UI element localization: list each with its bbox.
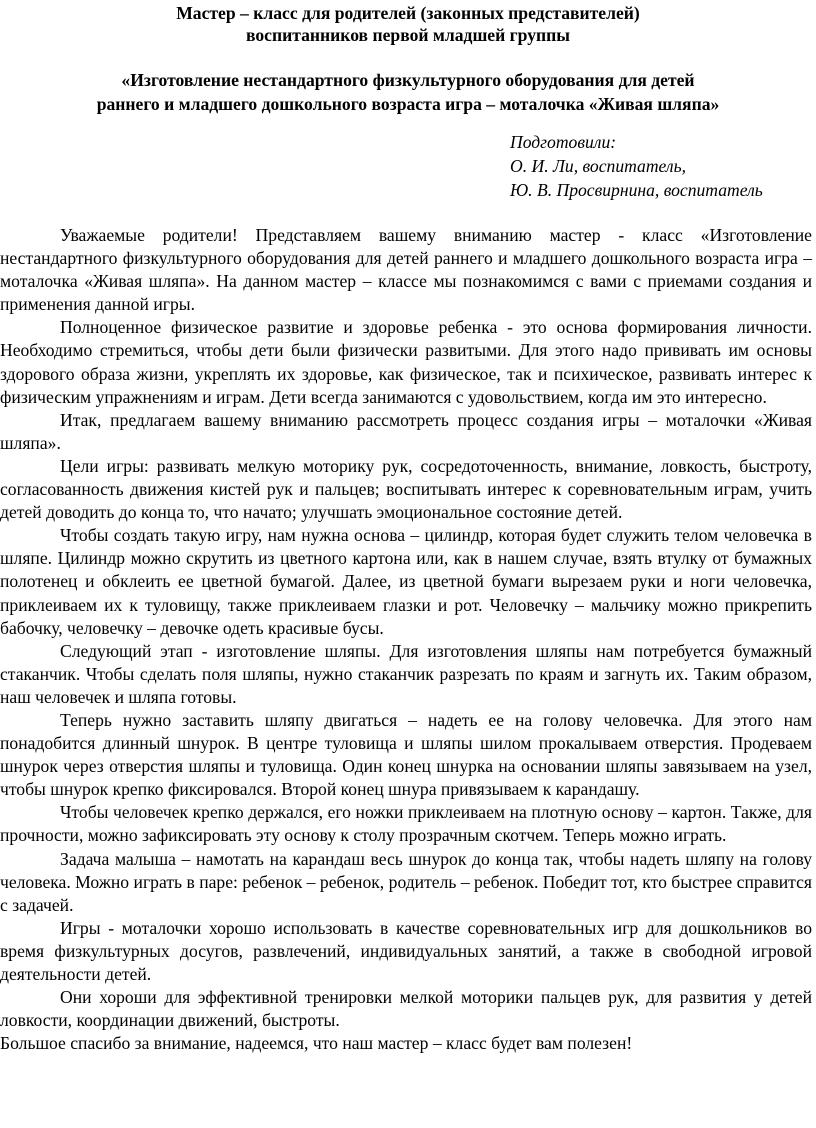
paragraph-intro: Уважаемые родители! Представляем вашему вниманию мастер - класс «Изготовление нестандартного физкультурного оборудования для детей раннего и младшего дошкольного возраста игра – моталочка «Живая шляпа». На данном мастер – классе мы познакомимся с вами с приемами создания и применения данной игры.	[0, 225, 812, 315]
paragraph-benefits: Они хороши для эффективной тренировки мелкой моторики пальцев рук, для развития у детей ловкости, координации движений, быстроты.	[0, 987, 812, 1031]
paragraph-process: Итак, предлагаем вашему вниманию рассмотреть процесс создания игры – моталочки «Живая шляпа».	[0, 409, 812, 453]
subtitle-line-2: раннего и младшего дошкольного возраста игра – моталочка «Живая шляпа»	[96, 94, 720, 114]
paragraph-task: Задача малыша – намотать на карандаш весь шнурок до конца так, чтобы надеть шляпу на голову человека. Можно играть в паре: ребенок – ребенок, родитель – ребенок. Победит тот, кто быстрее справится с задачей.	[0, 848, 812, 915]
subtitle-line-1: «Изготовление нестандартного физкультурного оборудования для детей	[121, 70, 695, 90]
paragraph-goals: Цели игры: развивать мелкую моторику рук, сосредоточенность, внимание, ловкость, быстроту, согласованность движения кистей рук и пальцев; воспитывать интерес к соревновательным играм, учить детей доводить до конца то, что начато; улучшать эмоциональное состояние детей.	[0, 455, 812, 523]
document-subtitle	[0, 68, 816, 116]
paragraph-hat: Следующий этап - изготовление шляпы. Для изготовления шляпы нам потребуется бумажный стаканчик. Чтобы сделать поля шляпы, нужно стаканчик разрезать по краям и загнуть их. Таким образом, наш человечек и шляпа готовы.	[0, 640, 812, 707]
paragraph-fixing: Чтобы человечек крепко держался, его ножки приклеиваем на плотную основу – картон. Также, для прочности, можно зафиксировать эту основу к столу прозрачным скотчем. Теперь можно играть.	[0, 802, 812, 846]
author-2: Ю. В. Просвирнина, воспитатель	[510, 180, 763, 200]
title-line-1: Мастер – класс для родителей (законных представителей)	[176, 3, 640, 23]
authors-heading: Подготовили:	[510, 132, 617, 152]
title-line-2: воспитанников первой младшей группы	[245, 25, 571, 45]
authors-block	[510, 130, 763, 202]
document-body	[0, 224, 812, 1055]
paragraph-base: Чтобы создать такую игру, нам нужна основа – цилиндр, которая будет служить телом человечка в шляпе. Цилиндр можно скрутить из цветного картона или, как в нашем случае, взять втулку от бумажных полотенец и обклеить ее цветной бумагой. Далее, из цветной бумаги вырезаем руки и ноги человечка, приклеиваем их к туловищу, также приклеиваем глазки и рот. Человечку – мальчику можно прикрепить бабочку, человечку – девочке одеть красивые бусы.	[0, 525, 812, 638]
paragraph-development: Полноценное физическое развитие и здоровье ребенка - это основа формирования личности. Необходимо стремиться, чтобы дети были физически развитыми. Для этого надо прививать им основы здорового образа жизни, укреплять их здоровье, как физическое, так и психическое, развивать интерес к физическим упражнениям и играм. Дети всегда занимаются с удовольствием, когда им это интересно.	[0, 317, 812, 407]
paragraph-closing: Большое спасибо за внимание, надеемся, что наш мастер – класс будет вам полезен!	[0, 1033, 633, 1054]
document-title	[0, 2, 816, 46]
paragraph-usage: Игры - моталочки хорошо использовать в качестве соревновательных игр для дошкольников во время физкультурных досугов, развлечений, индивидуальных занятий, а также в свободной игровой деятельности детей.	[0, 917, 812, 984]
paragraph-string: Теперь нужно заставить шляпу двигаться – надеть ее на голову человечка. Для этого нам понадобится длинный шнурок. В центре туловища и шляпы шилом прокалываем отверстия. Продеваем шнурок через отверстия шляпы и туловища. Один конец шнурка на основании шляпы завязываем на узел, чтобы шнурок крепко фиксировался. Второй конец шнура привязываем к карандашу.	[0, 709, 812, 800]
author-1: О. И. Ли, воспитатель,	[510, 156, 686, 176]
